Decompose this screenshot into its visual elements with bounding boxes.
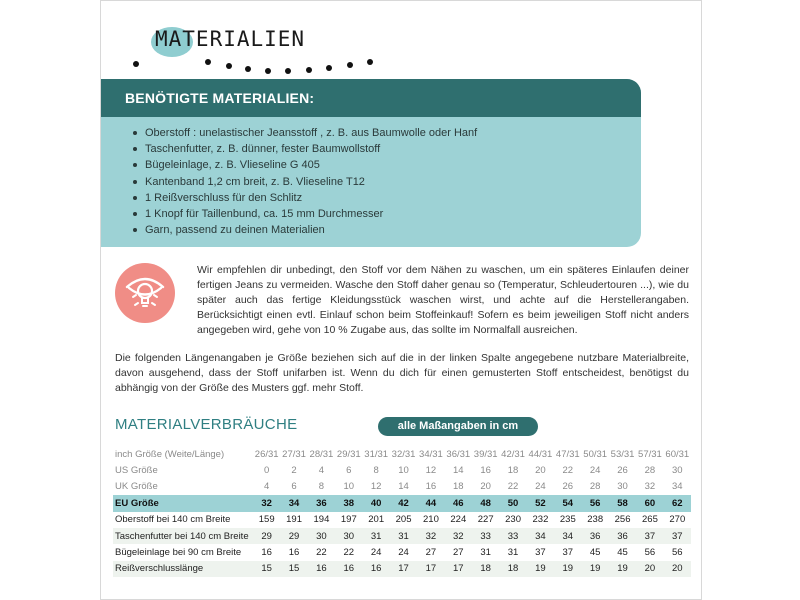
table-cell: 52 (527, 495, 554, 511)
document-page (100, 0, 702, 600)
materials-heading: BENÖTIGTE MATERIALIEN: (101, 79, 641, 117)
table-cell: 22 (562, 465, 574, 477)
materials-list-item: Kantenband 1,2 cm breit, z. B. Vlieseline T12 (131, 174, 641, 190)
table-cell: 56 (582, 495, 609, 511)
table-cell: 32/31 (391, 448, 416, 460)
row-label: Oberstoff bei 140 cm Breite (115, 514, 231, 526)
table-cell: 201 (368, 514, 385, 526)
table-cell: 8 (318, 481, 325, 493)
table-cell: 17 (417, 561, 444, 577)
table-cell: 36 (308, 495, 335, 511)
table-cell: 17 (445, 561, 472, 577)
table-cell: 31 (390, 528, 417, 544)
table-cell: 15 (253, 561, 280, 577)
table-cell: 37 (562, 547, 574, 559)
table-cell: 22 (316, 547, 327, 559)
page-title: MATERIALIEN (155, 27, 306, 51)
table-cell: 32 (417, 528, 444, 544)
table-cell: 31 (507, 547, 519, 559)
table-cell: 53/31 (610, 448, 635, 460)
table-cell: 32 (644, 481, 656, 493)
table-cell: 57/31 (638, 448, 662, 460)
table-cell: 22 (507, 481, 519, 493)
table-cell: 235 (559, 514, 576, 526)
table-cell: 29 (280, 528, 307, 544)
table-cell: 46 (445, 495, 472, 511)
table-cell: 6 (346, 465, 352, 477)
materials-list-item: Taschenfutter, z. B. dünner, fester Baumwollstoff (131, 141, 641, 157)
table-cell: 30 (617, 481, 628, 493)
table-cell: 10 (398, 465, 409, 477)
row-label: Reißverschlusslänge (113, 561, 253, 577)
table-cell: 34 (672, 481, 683, 493)
table-cell: 62 (664, 495, 691, 511)
table-cell: 50 (499, 495, 526, 511)
eye-lightbulb-icon (115, 263, 175, 323)
row-label: Taschenfutter bei 140 cm Breite (113, 528, 253, 544)
table-cell: 34 (280, 495, 307, 511)
table-cell: 191 (286, 514, 302, 526)
table-cell: 47/31 (555, 448, 580, 460)
table-cell: 32 (445, 528, 472, 544)
table-cell: 37 (535, 547, 546, 559)
table-cell: 44/31 (528, 448, 553, 460)
washing-tip-text: Wir empfehlen dir unbedingt, den Stoff vor dem Nähen zu waschen, um ein späteres Einlaufen deiner fertigen Jeans zu vermeiden. Wasche den Stoff daher genau so (Temperatur, Schleudertouren ...), wie du später auch das fertige Kleidungsstück waschen wirst, und achte auf die Herstellerangaben. Berücksichtigt einen evtl. Einlauf schon beim Stoffeinkauf! Sofern es beim jeweiligen Stoff nicht anders angegeben wird, gehe von 10 % Zugabe aus, das sollte im Normalfall ausreichen. (197, 264, 689, 336)
table-cell: 238 (587, 514, 604, 526)
table-cell: 159 (258, 514, 275, 526)
table-cell: 40 (363, 495, 390, 511)
table-cell: 45 (589, 547, 601, 559)
table-cell: 27 (453, 547, 464, 559)
table-cell: 16 (261, 547, 272, 559)
table-cell: 15 (280, 561, 307, 577)
table-cell: 27 (425, 547, 437, 559)
table-row (113, 479, 691, 495)
table-cell: 54 (554, 495, 581, 511)
table-cell: 194 (313, 514, 330, 526)
table-cell: 36 (582, 528, 609, 544)
table-cell: 28 (644, 465, 656, 477)
length-info-paragraph: Die folgenden Längenangaben je Größe beziehen sich auf die in der linken Spalte angegebene nutzbare Materialbreite, davon ausgehend, dass der Stoff unifarben ist. Wenn du dich für einen gemusterten Stoff entscheidest, benötigst du abhängig von der Größe des Musters ggf. mehr Stoff. (115, 352, 689, 394)
table-cell: 16 (335, 561, 362, 577)
table-cell: 34/31 (419, 448, 443, 460)
table-cell: 0 (264, 465, 270, 477)
table-cell: 20 (535, 465, 546, 477)
table-cell: 19 (609, 561, 636, 577)
table-cell: 270 (669, 514, 686, 526)
table-cell: 37 (664, 528, 691, 544)
table-cell: 38 (335, 495, 362, 511)
material-consumption-table (113, 446, 691, 577)
materials-list-item: Oberstoff : unelastischer Jeansstoff , z. B. aus Baumwolle oder Hanf (131, 125, 641, 141)
table-cell: 20 (636, 561, 663, 577)
table-cell: 56 (644, 547, 656, 559)
table-cell: 24 (398, 547, 409, 559)
table-cell: 29 (253, 528, 280, 544)
row-label: Bügeleinlage bei 90 cm Breite (115, 547, 242, 559)
table-cell: 4 (264, 481, 270, 493)
table-cell: 30 (335, 528, 362, 544)
row-label: UK Größe (115, 481, 158, 493)
table-cell: 10 (343, 481, 355, 493)
table-cell: 197 (340, 514, 357, 526)
table-cell: 33 (499, 528, 526, 544)
table-cell: 60/31 (665, 448, 690, 460)
table-cell: 19 (527, 561, 554, 577)
table-row (113, 561, 691, 577)
table-cell: 37 (636, 528, 663, 544)
table-cell: 205 (395, 514, 412, 526)
materials-list-item: Bügeleinlage, z. B. Vlieseline G 405 (131, 157, 641, 173)
consumption-title: MATERIALVERBRÄUCHE (115, 416, 298, 433)
table-cell: 16 (425, 481, 437, 493)
table-cell: 34 (554, 528, 581, 544)
table-cell: 34 (527, 528, 554, 544)
table-cell: 17 (390, 561, 417, 577)
table-cell: 19 (582, 561, 609, 577)
table-cell: 14 (398, 481, 409, 493)
table-cell: 230 (505, 514, 521, 526)
table-cell: 8 (373, 465, 379, 477)
materials-box (101, 79, 641, 247)
table-cell: 18 (499, 561, 526, 577)
table-row (113, 528, 691, 544)
table-cell: 20 (664, 561, 691, 577)
table-cell: 31 (480, 547, 491, 559)
table-cell: 44 (417, 495, 444, 511)
table-cell: 28 (589, 481, 601, 493)
table-cell: 32 (253, 495, 280, 511)
table-cell: 36/31 (446, 448, 471, 460)
table-cell: 39/31 (473, 448, 498, 460)
table-cell: 26 (617, 465, 628, 477)
table-cell: 24 (535, 481, 546, 493)
table-cell: 232 (532, 514, 549, 526)
table-cell: 50/31 (583, 448, 608, 460)
table-cell: 227 (477, 514, 494, 526)
table-cell: 16 (480, 465, 491, 477)
table-cell: 48 (472, 495, 499, 511)
table-cell: 36 (609, 528, 636, 544)
table-row (113, 446, 691, 462)
table-cell: 18 (472, 561, 499, 577)
materials-list (101, 125, 641, 238)
table-cell: 27/31 (282, 448, 306, 460)
table-cell: 45 (617, 547, 628, 559)
table-cell: 31 (363, 528, 390, 544)
table-cell: 18 (453, 481, 464, 493)
table-cell: 60 (636, 495, 663, 511)
row-label: inch Größe (Weite/Länge) (115, 448, 225, 460)
table-row (113, 512, 691, 528)
table-cell: 16 (308, 561, 335, 577)
table-cell: 30 (308, 528, 335, 544)
table-cell: 24 (370, 547, 382, 559)
table-cell: 33 (472, 528, 499, 544)
table-cell: 24 (589, 465, 601, 477)
table-cell: 256 (614, 514, 631, 526)
table-cell: 19 (554, 561, 581, 577)
table-cell: 56 (672, 547, 683, 559)
table-cell: 14 (453, 465, 464, 477)
units-badge: alle Maßangaben in cm (378, 417, 538, 436)
page-header (101, 1, 701, 77)
table-cell: 42 (390, 495, 417, 511)
table-cell: 265 (642, 514, 658, 526)
table-cell: 16 (363, 561, 390, 577)
table-cell: 2 (291, 465, 297, 477)
table-cell: 58 (609, 495, 636, 511)
table-cell: 224 (450, 514, 467, 526)
row-label: US Größe (115, 465, 158, 477)
row-label: EU Größe (113, 495, 253, 511)
table-cell: 26/31 (254, 448, 279, 460)
table-cell: 12 (425, 465, 437, 477)
table-cell: 12 (370, 481, 382, 493)
materials-list-item: Garn, passend zu deinen Materialien (131, 222, 641, 238)
table-cell: 210 (423, 514, 439, 526)
table-cell: 31/31 (364, 448, 389, 460)
table-cell: 28/31 (309, 448, 334, 460)
table-cell: 4 (318, 465, 325, 477)
table-row (113, 462, 691, 478)
table-row (113, 544, 691, 560)
table-cell: 42/31 (501, 448, 525, 460)
table-cell: 20 (480, 481, 491, 493)
table-cell: 30 (672, 465, 683, 477)
table-cell: 22 (343, 547, 355, 559)
table-cell: 16 (288, 547, 300, 559)
materials-list-item: 1 Reißverschluss für den Schlitz (131, 190, 641, 206)
table-row (113, 495, 691, 511)
table-cell: 29/31 (336, 448, 361, 460)
table-cell: 18 (507, 465, 519, 477)
table-cell: 26 (562, 481, 574, 493)
table-cell: 6 (291, 481, 297, 493)
materials-list-item: 1 Knopf für Taillenbund, ca. 15 mm Durchmesser (131, 206, 641, 222)
